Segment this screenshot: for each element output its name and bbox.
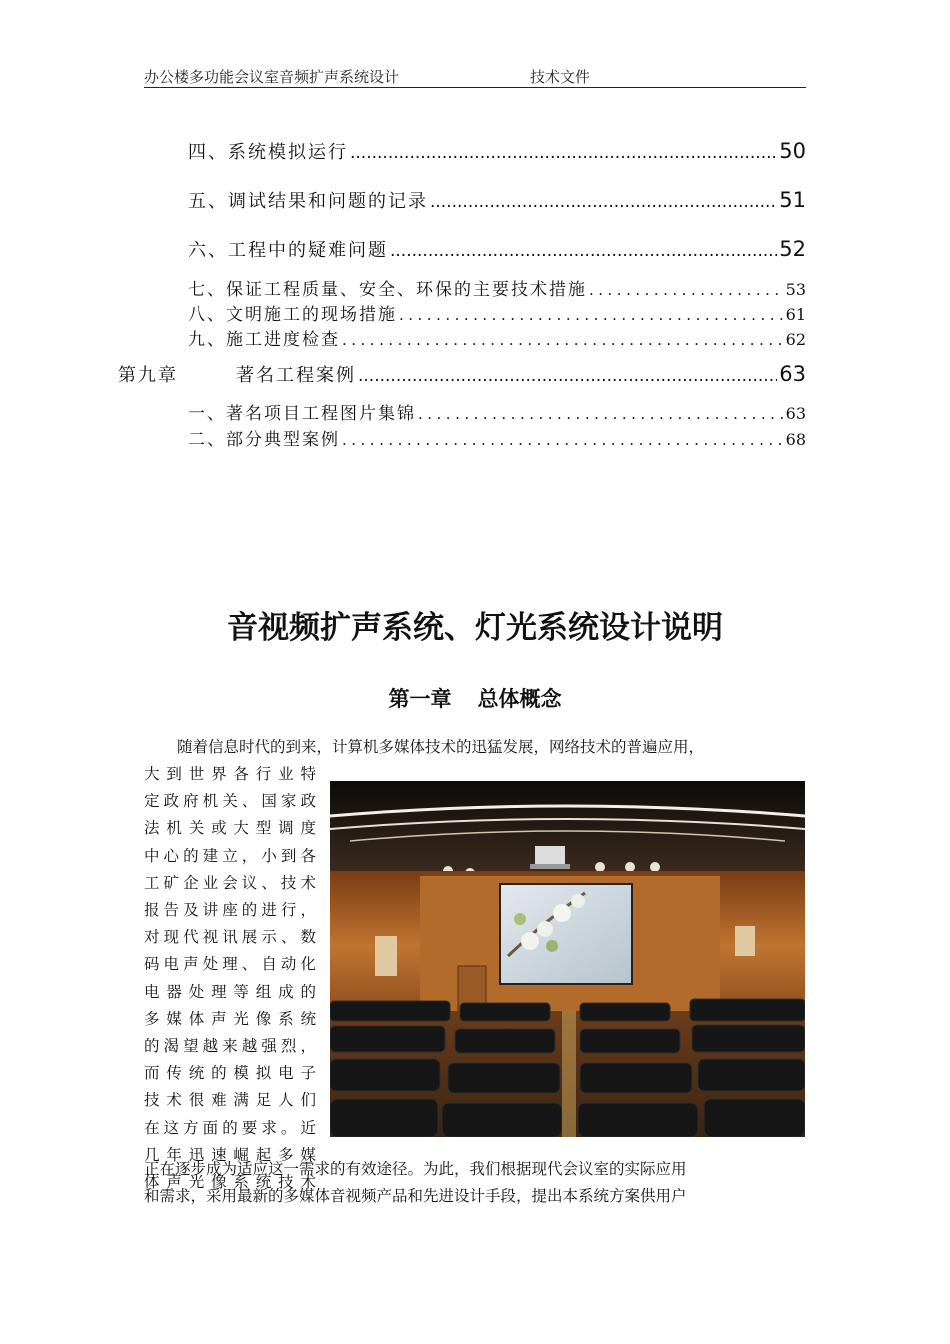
text-line: 法机关或大型调度 — [144, 819, 316, 838]
toc-entry[interactable] — [188, 399, 806, 424]
toc-entry[interactable] — [188, 275, 806, 300]
paragraph-continuation — [144, 1156, 806, 1210]
toc-entry-label: 一、著名项目工程图片集锦 — [188, 404, 416, 424]
text-line: 而传统的模拟电子 — [144, 1064, 316, 1083]
toc-page-number: 53 — [785, 280, 806, 299]
text-line: 正在逐步成为适应这一需求的有效途径。为此，我们根据现代会议室的实际应用 — [144, 1160, 687, 1178]
toc-page-number: 63 — [785, 404, 806, 423]
chapter-heading — [0, 683, 950, 713]
paragraph-first-line: 随着信息时代的到来，计算机多媒体技术的迅猛发展，网络技术的普遍应用， — [177, 738, 705, 756]
toc-page-number: 68 — [785, 430, 806, 449]
toc-leader — [358, 366, 777, 386]
toc-entry[interactable] — [188, 300, 806, 325]
header-doc-type: 技术文件 — [530, 68, 591, 86]
text-line: 工矿企业会议、技术 — [144, 873, 316, 892]
toc-entry[interactable] — [188, 187, 806, 213]
toc-entry[interactable] — [188, 236, 806, 262]
toc-leader — [430, 192, 777, 212]
page-header — [144, 66, 806, 88]
chapter-name: 总体概念 — [477, 687, 562, 711]
text-line: 定政府机关、国家政 — [144, 792, 316, 811]
toc-leader — [390, 241, 777, 261]
text-line: 报告及讲座的进行， — [144, 901, 316, 920]
header-title: 办公楼多功能会议室音频扩声系统设计 — [144, 68, 400, 86]
text-line: 技术很难满足人们 — [144, 1091, 316, 1110]
text-line: 对现代视讯展示、数 — [144, 928, 316, 947]
conference-hall-photo — [330, 781, 805, 1137]
text-line: 体声光像系统技术 — [144, 1173, 316, 1192]
toc-leader — [399, 306, 784, 324]
toc-leader — [418, 405, 784, 423]
toc-page-number: 62 — [785, 330, 806, 349]
toc-entry-label: 八、文明施工的现场措施 — [188, 305, 397, 325]
toc-page-number: 61 — [785, 305, 806, 324]
text-line: 码电声处理、自动化 — [144, 955, 316, 974]
toc-entry-label: 六、工程中的疑难问题 — [188, 240, 388, 261]
toc-page-number: 50 — [779, 139, 806, 163]
text-line: 多媒体声光像系统 — [144, 1009, 316, 1028]
document-title: 音视频扩声系统、灯光系统设计说明 — [227, 610, 723, 646]
toc-entry-label: 著名工程案例 — [236, 365, 356, 386]
toc-entry-label: 七、保证工程质量、安全、环保的主要技术措施 — [188, 280, 587, 300]
toc-leader — [350, 143, 777, 163]
toc-entry[interactable] — [188, 325, 806, 350]
text-line: 大到世界各行业特 — [144, 765, 316, 783]
text-line: 中心的建立，小到各 — [144, 846, 316, 865]
toc-entry-label: 九、施工进度检查 — [188, 330, 340, 350]
toc-leader — [589, 281, 784, 299]
toc-page-number: 63 — [779, 362, 806, 386]
text-line: 在这方面的要求。近 — [144, 1118, 316, 1137]
chapter-number: 第一章 — [388, 687, 452, 711]
text-line: 电器处理等组成的 — [144, 982, 316, 1001]
text-line: 几年迅速崛起多媒 — [144, 1145, 316, 1164]
toc-entry[interactable] — [188, 138, 806, 164]
toc-page-number: 51 — [779, 188, 806, 212]
toc-leader — [342, 331, 784, 349]
toc-entry[interactable] — [236, 361, 806, 387]
toc-page-number: 52 — [779, 237, 806, 261]
text-line: 的渴望越来越强烈， — [144, 1037, 316, 1056]
toc-entry[interactable] — [188, 425, 806, 450]
toc-chapter-number: 第九章 — [118, 365, 178, 386]
toc-entry-label: 五、调试结果和问题的记录 — [188, 191, 428, 212]
toc-entry-label: 四、系统模拟运行 — [188, 142, 348, 163]
toc-entry-label: 二、部分典型案例 — [188, 430, 340, 450]
toc-leader — [342, 431, 784, 449]
text-line: 和需求，采用最新的多媒体音视频产品和先进设计手段，提出本系统方案供用户 — [144, 1187, 687, 1205]
wrapped-text-column — [144, 761, 316, 1196]
